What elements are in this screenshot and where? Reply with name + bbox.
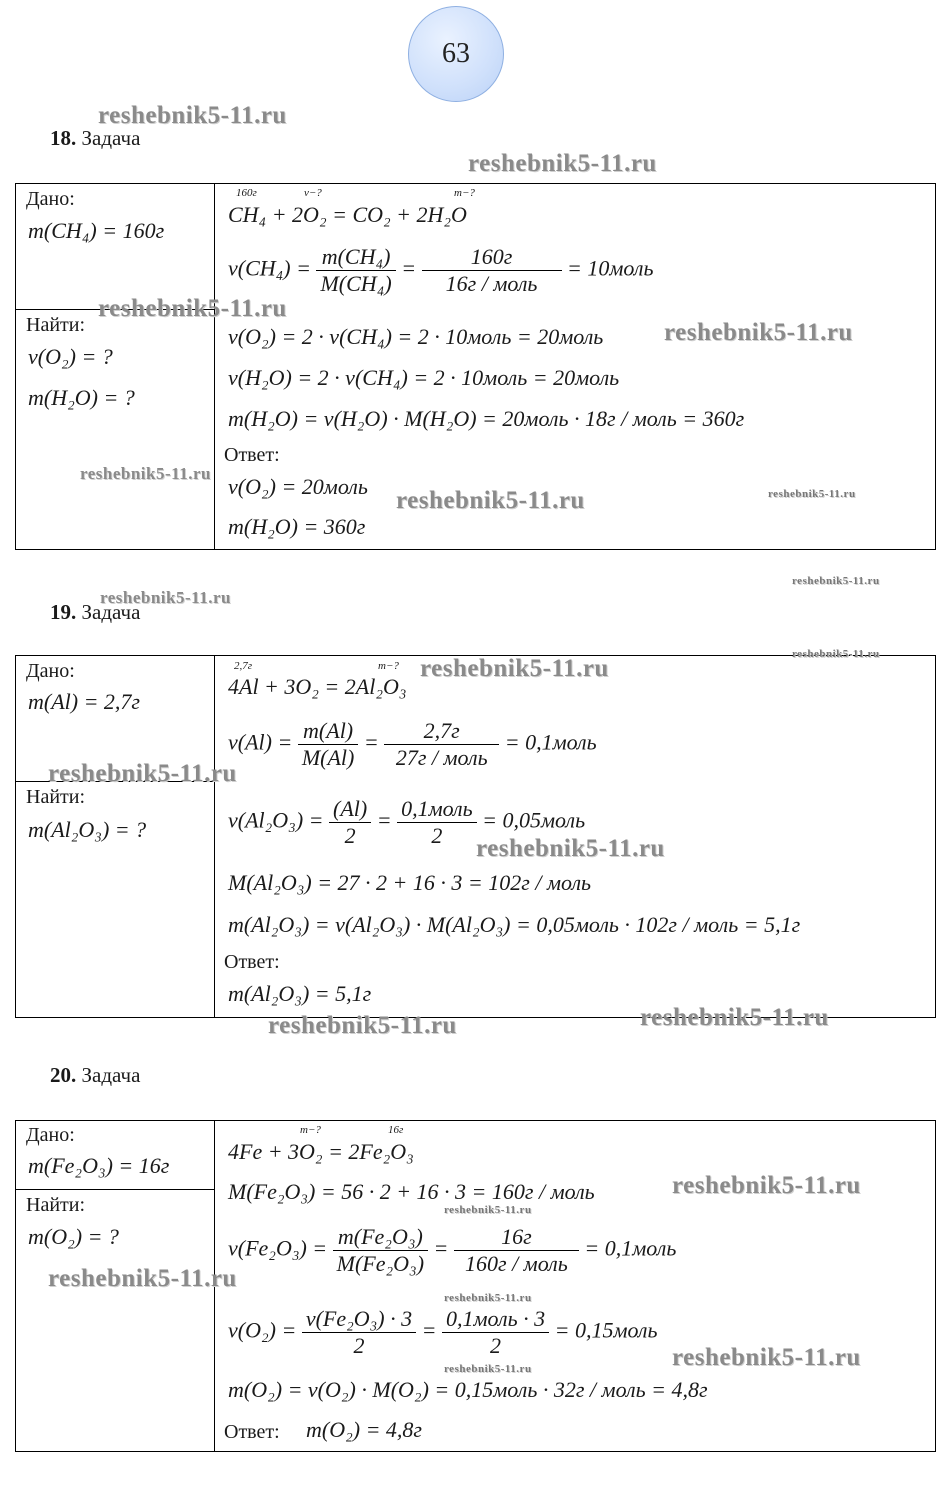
equation-annotation: m−? (454, 187, 475, 199)
reaction-equation: CH₄ + 2O₂ = CO₂ + 2H₂O (228, 202, 467, 227)
given-value: m(CH₄) = 160г (28, 218, 165, 243)
answer-value: m(H₂O) = 360г (228, 514, 366, 539)
equation-annotation: 160г (236, 187, 257, 199)
find-section (16, 309, 214, 549)
reaction-equation: 4Fe + 3O₂ = 2Fe₂O₃ (228, 1139, 414, 1164)
given-find-column (16, 656, 215, 1017)
watermark: reshebnik5-11.ru (640, 1004, 829, 1031)
watermark: reshebnik5-11.ru (768, 488, 856, 500)
watermark: reshebnik5-11.ru (396, 487, 585, 514)
given-label: Дано: (26, 660, 75, 682)
given-section (16, 1121, 214, 1189)
answer-value: m(O₂) = 4,8г (306, 1417, 423, 1442)
given-section (16, 184, 214, 309)
given-value: m(Fe₂O₃) = 16г (28, 1153, 170, 1178)
find-value: ν(O₂) = ? (28, 344, 113, 369)
watermark: reshebnik5-11.ru (100, 588, 231, 607)
answer-label: Ответ: (224, 951, 280, 973)
find-value: m(Al₂O₃) = ? (28, 817, 147, 842)
watermark: reshebnik5-11.ru (444, 1204, 532, 1216)
task-20-title (50, 1063, 140, 1088)
formula-step: M(Al₂O₃) = 27 · 2 + 16 · 3 = 102г / моль (228, 870, 592, 895)
watermark: reshebnik5-11.ru (672, 1344, 861, 1371)
formula-step: ν(Fe₂O₃) = $\frac{\text{m(Fe₂O₃)}}{\text{M(Fe₂O₃)}}$ = $\frac{16г}{\text{160г / моль}}$ = 0,1моль (228, 1224, 677, 1276)
watermark: reshebnik5-11.ru (420, 655, 609, 682)
find-value: m(O₂) = ? (28, 1224, 119, 1249)
formula-step: ν(H₂O) = 2 · ν(CH₄) = 2 · 10моль = 20моль (228, 365, 620, 390)
watermark: reshebnik5-11.ru (98, 295, 287, 322)
watermark: reshebnik5-11.ru (48, 760, 237, 787)
page-number: 63 (442, 38, 470, 69)
task-number: 20. (50, 1063, 77, 1087)
equation-annotation: 2,7г (234, 660, 253, 672)
find-label: Найти: (26, 786, 86, 808)
watermark: reshebnik5-11.ru (468, 150, 657, 177)
formula-step: ν(CH₄) = $\frac{\text{m(CH₄)}}{\text{M(CH₄)}}$ = $\frac{160г}{\text{16г / моль}}$ = 10моль (228, 244, 654, 296)
formula-step: M(Fe₂O₃) = 56 · 2 + 16 · 3 = 160г / моль (228, 1179, 595, 1204)
answer-label: Ответ: (224, 1421, 280, 1443)
equation-annotation: m−? (378, 660, 399, 672)
find-section (16, 1189, 214, 1451)
task-label: Задача (81, 1063, 141, 1087)
formula-step: ν(O₂) = $\frac{\text{ν(Fe₂O₃) · 3}}{2}$ = $\frac{\text{0,1моль · 3}}{2}$ = 0,15моль (228, 1306, 658, 1358)
task-number: 18. (50, 126, 77, 150)
formula-step: m(O₂) = ν(O₂) · M(O₂) = 0,15моль · 32г / моль = 4,8г (228, 1377, 708, 1402)
watermark: reshebnik5-11.ru (444, 1292, 532, 1304)
equation-annotation: m−? (300, 1124, 321, 1136)
watermark: reshebnik5-11.ru (268, 1012, 457, 1039)
formula-step: ν(Al) = $\frac{m(Al)}{M(Al)}$ = $\frac{2,7г}{\text{27г / моль}}$ = 0,1моль (228, 718, 597, 770)
reaction-equation: 4Al + 3O₂ = 2Al₂O₃ (228, 674, 407, 699)
page-number-badge (408, 6, 504, 102)
watermark: reshebnik5-11.ru (792, 575, 880, 587)
watermark: reshebnik5-11.ru (98, 102, 287, 129)
answer-label: Ответ: (224, 444, 280, 466)
equation-annotation: 16г (388, 1124, 404, 1136)
task-label: Задача (81, 126, 141, 150)
find-label: Найти: (26, 1194, 86, 1216)
formula-step: m(Al₂O₃) = ν(Al₂O₃) · M(Al₂O₃) = 0,05моль · 102г / моль = 5,1г (228, 912, 801, 937)
formula-step: ν(Al₂O₃) = $\frac{(Al)}{2}$ = $\frac{\text{0,1моль}}{2}$ = 0,05моль (228, 796, 586, 848)
watermark: reshebnik5-11.ru (792, 648, 880, 660)
watermark: reshebnik5-11.ru (672, 1172, 861, 1199)
answer-value: ν(O₂) = 20моль (228, 474, 368, 499)
given-label: Дано: (26, 1124, 75, 1146)
find-value: m(H₂O) = ? (28, 385, 135, 410)
given-find-column (16, 184, 215, 549)
task-number: 19. (50, 600, 77, 624)
given-label: Дано: (26, 188, 75, 210)
answer-value: m(Al₂O₃) = 5,1г (228, 981, 372, 1006)
watermark: reshebnik5-11.ru (476, 835, 665, 862)
find-label: Найти: (26, 314, 86, 336)
given-value: m(Al) = 2,7г (28, 689, 141, 714)
find-section (16, 781, 214, 1017)
watermark: reshebnik5-11.ru (444, 1363, 532, 1375)
equation-annotation: ν−? (304, 187, 322, 199)
task-label: Задача (81, 600, 141, 624)
watermark: reshebnik5-11.ru (664, 319, 853, 346)
watermark: reshebnik5-11.ru (48, 1265, 237, 1292)
formula-step: m(H₂O) = ν(H₂O) · M(H₂O) = 20моль · 18г / моль = 360г (228, 406, 745, 431)
formula-step: ν(O₂) = 2 · ν(CH₄) = 2 · 10моль = 20моль (228, 324, 604, 349)
watermark: reshebnik5-11.ru (80, 464, 211, 483)
